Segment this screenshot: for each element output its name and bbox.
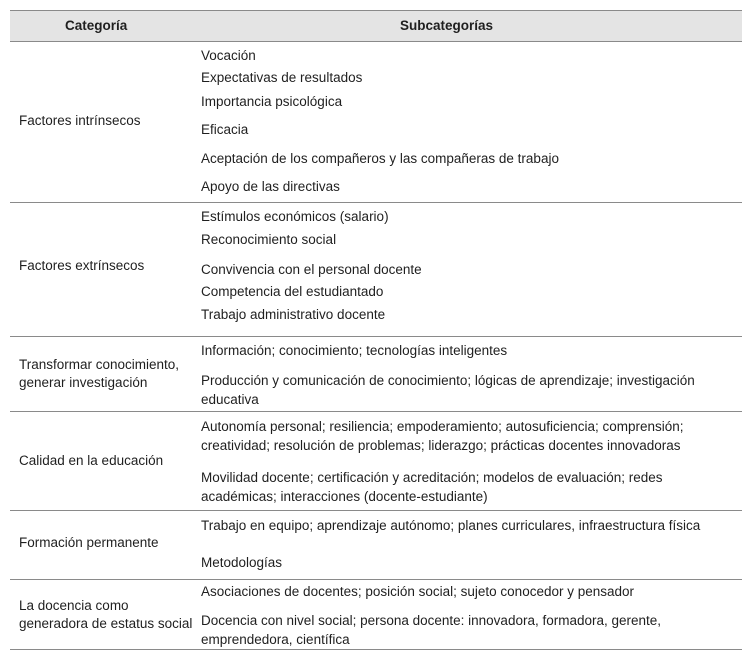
row-category: Transformar conocimiento, generar investigación xyxy=(19,357,180,390)
subcategory-item: Metodologías xyxy=(201,555,283,570)
subcategory-item: Estímulos económicos (salario) xyxy=(201,209,389,224)
row-category: Formación permanente xyxy=(19,535,159,550)
subcategory-item: Eficacia xyxy=(201,122,249,137)
subcategory-item: Autonomía personal; resiliencia; empoderamiento; autosuficiencia; comprensión; creatividad; resolución de problemas; liderazgo; prácticas docentes innovadoras xyxy=(201,419,684,453)
subcategory-item: Convivencia con el personal docente xyxy=(201,262,422,277)
subcategory-item: Movilidad docente; certificación y acreditación; modelos de evaluación; redes académicas; interacciones (docente-estudiante) xyxy=(201,470,663,504)
table-row xyxy=(10,411,742,511)
subcategory-item: Producción y comunicación de conocimiento; lógicas de aprendizaje; investigación educativa xyxy=(201,373,695,407)
table-row xyxy=(10,510,742,580)
table-row xyxy=(10,41,742,203)
row-subcategories xyxy=(201,202,741,336)
row-category: La docencia como generadora de estatus social xyxy=(19,598,193,631)
subcategory-item: Docencia con nivel social; persona docente: innovadora, formadora, gerente, emprendedora, científica xyxy=(201,613,662,647)
row-subcategories xyxy=(201,510,741,579)
subcategory-item: Información; conocimiento; tecnologías inteligentes xyxy=(201,343,508,358)
table-row xyxy=(10,336,742,412)
categories-table xyxy=(10,10,742,647)
subcategory-item: Competencia del estudiantado xyxy=(201,284,384,299)
subcategory-item: Importancia psicológica xyxy=(201,94,343,109)
subcategory-item: Aceptación de los compañeros y las compañeras de trabajo xyxy=(201,151,559,166)
subcategory-item: Expectativas de resultados xyxy=(201,70,363,85)
table-row xyxy=(10,579,742,650)
subcategory-item: Trabajo administrativo docente xyxy=(201,307,386,322)
row-category: Calidad en la educación xyxy=(19,453,164,468)
row-subcategories xyxy=(201,411,741,510)
row-category: Factores intrínsecos xyxy=(19,113,141,128)
table-header xyxy=(10,10,742,42)
subcategory-item: Asociaciones de docentes; posición social; sujeto conocedor y pensador xyxy=(201,584,635,599)
subcategory-item: Apoyo de las directivas xyxy=(201,179,340,194)
subcategory-item: Vocación xyxy=(201,48,256,63)
header-category: Categoría xyxy=(65,18,128,33)
row-subcategories xyxy=(201,41,741,202)
subcategory-item: Trabajo en equipo; aprendizaje autónomo; planes curriculares, infraestructura física xyxy=(201,518,701,533)
row-category: Factores extrínsecos xyxy=(19,258,145,273)
table-row xyxy=(10,202,742,337)
row-subcategories xyxy=(201,336,741,411)
row-subcategories xyxy=(201,579,741,649)
header-subcategories: Subcategorías xyxy=(400,18,494,33)
subcategory-item: Reconocimiento social xyxy=(201,232,337,247)
